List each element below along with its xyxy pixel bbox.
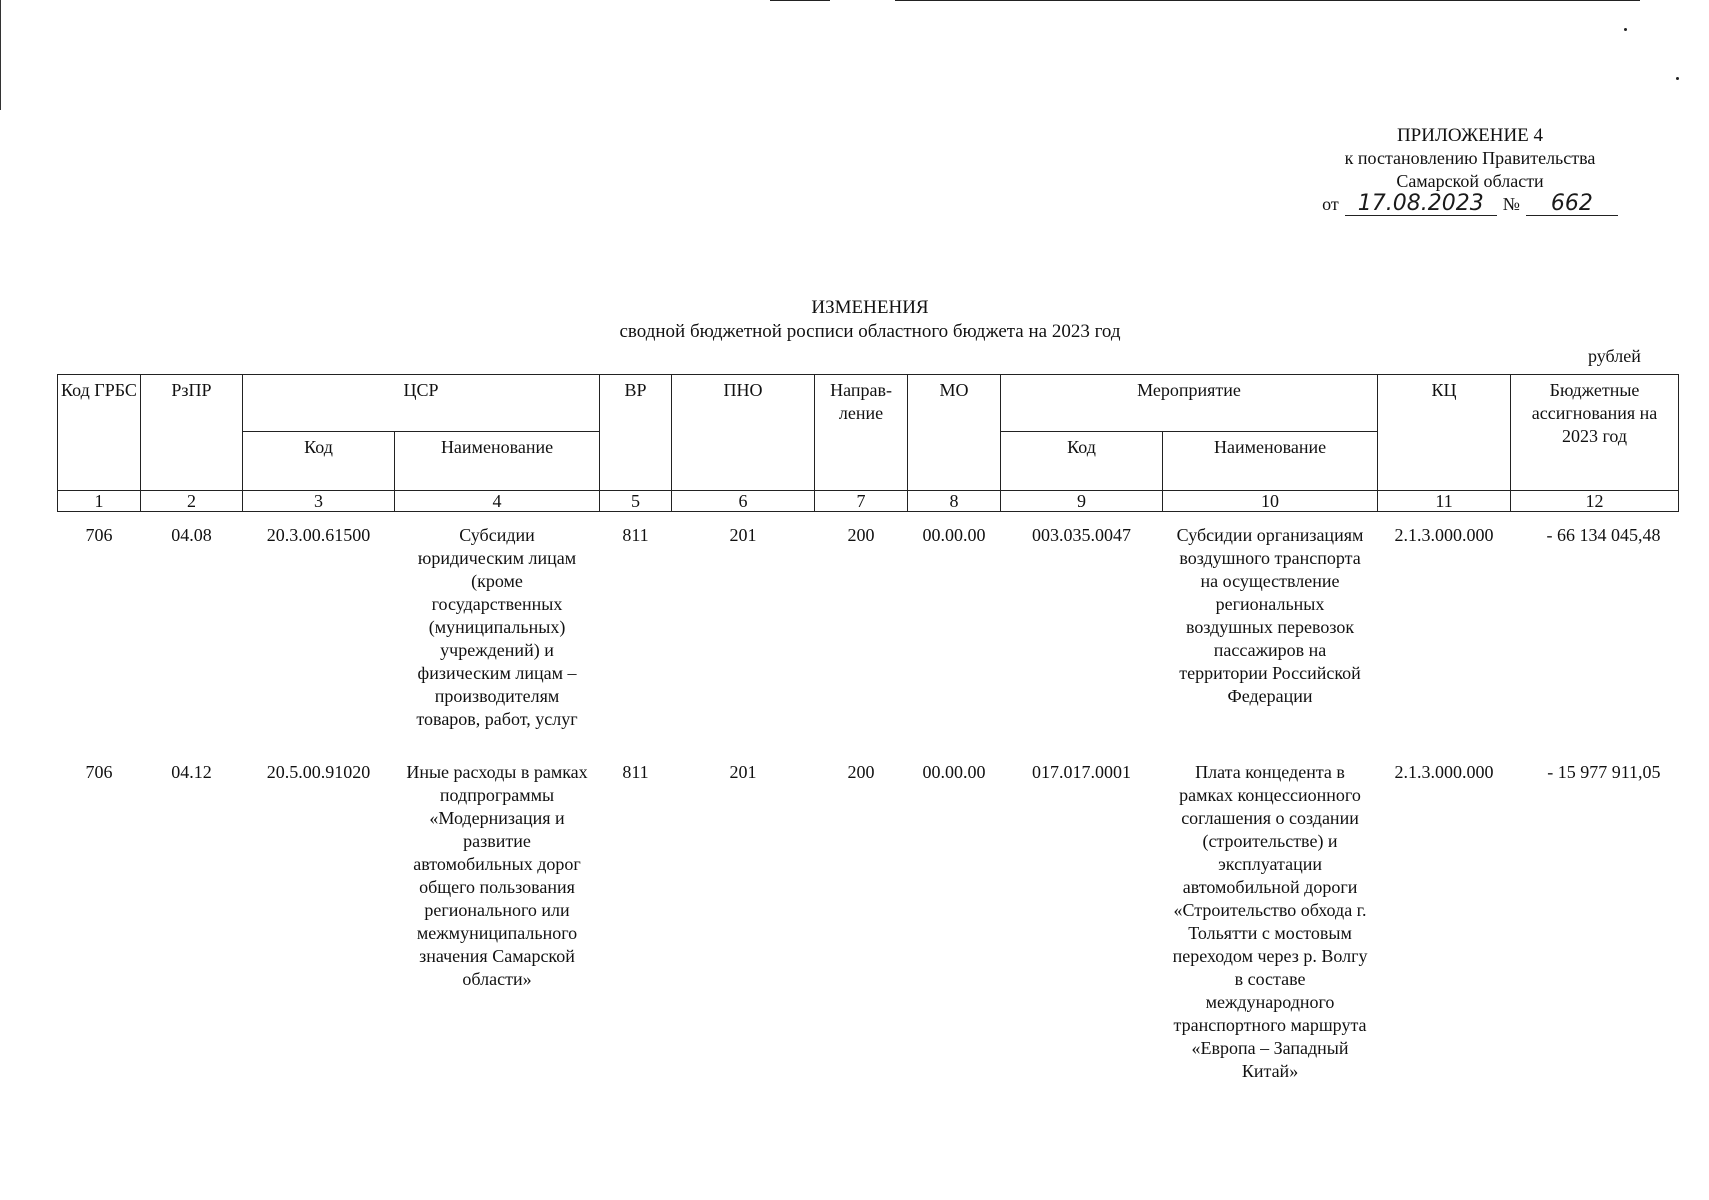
column-number: 6 (672, 491, 815, 512)
header-csr-name: Наименование (395, 432, 600, 491)
header-pno: ПНО (672, 375, 815, 491)
header-vr: ВР (600, 375, 672, 491)
header-kc: КЦ (1378, 375, 1511, 491)
cell-mo: 00.00.00 (922, 762, 986, 782)
cell-pno: 201 (729, 525, 757, 545)
appendix-title: ПРИЛОЖЕНИЕ 4 (1396, 125, 1544, 146)
column-number: 5 (600, 491, 672, 512)
cell-csr-code: 20.3.00.61500 (266, 525, 371, 545)
scan-speck (1624, 28, 1627, 31)
handwritten-number: 662 (1526, 193, 1618, 216)
cell-csr-name: Иные расходы в рамках подпрограммы «Модернизация и развитие автомобильных дорог общего пользования регионального или межмуниципального значения Самарской области» (406, 762, 588, 989)
scan-speck (1676, 77, 1679, 80)
cell-kc: 2.1.3.000.000 (1394, 762, 1494, 782)
table-row (58, 731, 1679, 1083)
header-csr-code: Код (243, 432, 395, 491)
table-row (58, 512, 1679, 732)
cell-grbs: 706 (85, 525, 113, 545)
column-number: 11 (1378, 491, 1511, 512)
units-label: рублей (1588, 346, 1641, 366)
cell-event-name: Субсидии организациям воздушного транспорта на осуществление региональных воздушных перевозок пассажиров на территории Российской Федерации (1176, 525, 1364, 706)
cell-rzpr: 04.12 (171, 762, 212, 782)
column-number: 10 (1163, 491, 1378, 512)
cell-vr: 811 (622, 525, 649, 545)
header-mo: МО (908, 375, 1001, 491)
appendix-block (1300, 124, 1640, 216)
cell-event-code: 003.035.0047 (1032, 525, 1132, 545)
cell-direction: 200 (847, 525, 875, 545)
cell-csr-name: Субсидии юридическим лицам (кроме государственных (муниципальных) учреждений) и физическим лицам – производителям товаров, работ, услуг (416, 525, 578, 729)
cell-vr: 811 (622, 762, 649, 782)
cell-event-name: Плата концедента в рамках концессионного соглашения о создании (строительстве) и эксплуатации автомобильной дороги «Строительство обхода г. Тольятти с мостовым переходом через р. Волгу в составе международного транспортного маршрута «Европа – Западный Китай» (1172, 762, 1368, 1081)
column-number: 1 (58, 491, 141, 512)
header-csr: ЦСР (243, 375, 600, 432)
date-prefix: от (1322, 194, 1339, 214)
document-heading (560, 296, 1180, 344)
cell-grbs: 706 (85, 762, 113, 782)
scan-left-edge (0, 0, 1, 110)
column-number: 7 (815, 491, 908, 512)
scan-edge-line (770, 0, 830, 1)
column-number: 3 (243, 491, 395, 512)
header-event-code: Код (1001, 432, 1163, 491)
column-number-row (58, 491, 1679, 512)
appendix-line: к постановлению Правительства (1344, 148, 1596, 168)
document-subtitle: сводной бюджетной росписи областного бюджета на 2023 год (619, 321, 1121, 342)
cell-amount: - 15 977 911,05 (1547, 762, 1661, 782)
column-number: 8 (908, 491, 1001, 512)
column-number: 2 (141, 491, 243, 512)
cell-mo: 00.00.00 (922, 525, 986, 545)
cell-kc: 2.1.3.000.000 (1394, 525, 1494, 545)
header-event: Мероприятие (1001, 375, 1378, 432)
column-number: 9 (1001, 491, 1163, 512)
scan-edge-line (895, 0, 1640, 1)
header-event-name: Наименование (1163, 432, 1378, 491)
header-allocations: Бюджетные ассигнования на 2023 год (1511, 375, 1679, 491)
header-row (58, 375, 1679, 432)
column-number: 4 (395, 491, 600, 512)
header-direction: Направ-ление (815, 375, 908, 491)
number-prefix: № (1502, 194, 1520, 214)
appendix-date-line (1300, 193, 1640, 216)
document-title: ИЗМЕНЕНИЯ (811, 297, 929, 318)
cell-amount: - 66 134 045,48 (1546, 525, 1661, 545)
cell-pno: 201 (729, 762, 757, 782)
header-grbs: Код ГРБС (58, 375, 141, 491)
cell-event-code: 017.017.0001 (1032, 762, 1132, 782)
header-rzpr: РзПР (141, 375, 243, 491)
handwritten-date: 17.08.2023 (1345, 193, 1497, 216)
cell-direction: 200 (847, 762, 875, 782)
cell-csr-code: 20.5.00.91020 (266, 762, 371, 782)
budget-changes-table (57, 374, 1679, 1083)
appendix-line: Самарской области (1396, 171, 1544, 191)
cell-rzpr: 04.08 (171, 525, 212, 545)
column-number: 12 (1511, 491, 1679, 512)
